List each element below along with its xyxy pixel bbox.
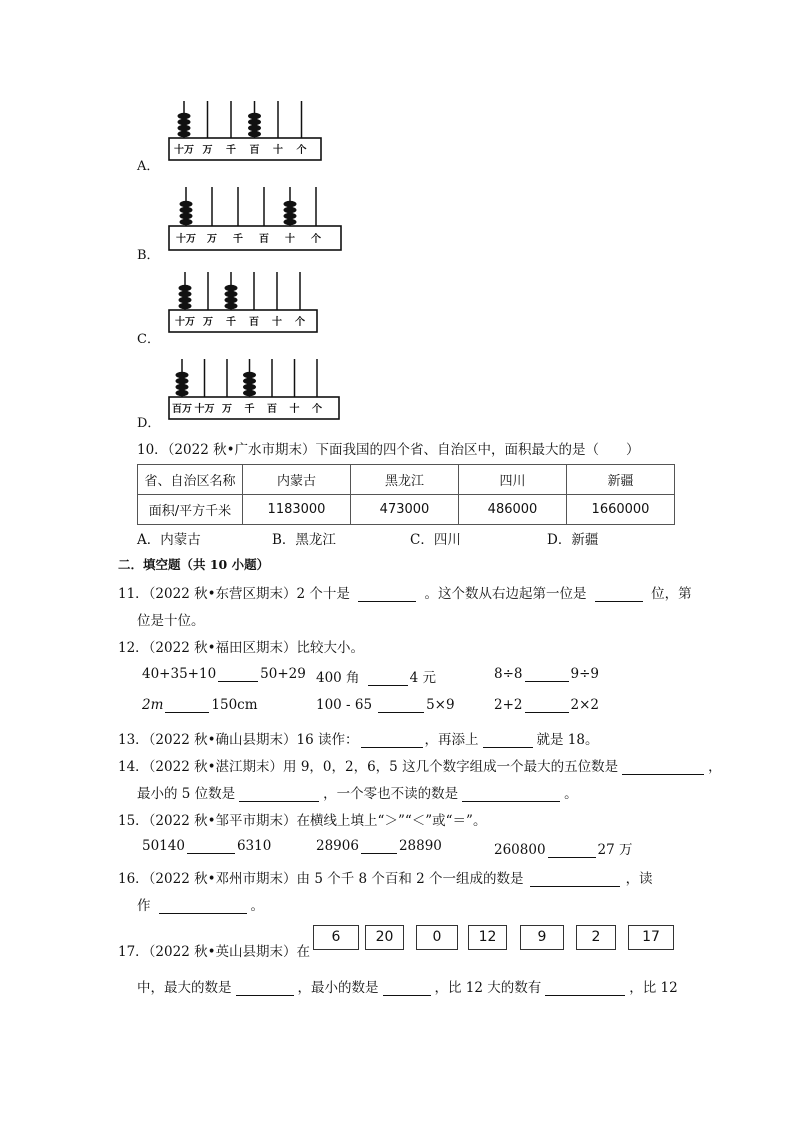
area-table	[137, 464, 675, 525]
abacus-bead	[179, 303, 192, 309]
place-label: 十	[273, 145, 283, 156]
option-d-label[interactable]: D．	[137, 416, 161, 431]
abacus-bead	[243, 372, 256, 378]
table-cell: 四川	[459, 465, 567, 495]
abacus-bead	[284, 207, 297, 213]
place-label: 万	[207, 234, 217, 245]
option-c-label[interactable]: C．	[137, 332, 160, 347]
place-label: 千	[226, 317, 236, 328]
abacus-bead	[225, 303, 238, 309]
q14-text: ，一个零也不读的数是	[323, 786, 459, 802]
table-cell: 473000	[351, 495, 459, 525]
answer-blank[interactable]	[159, 899, 247, 914]
answer-blank[interactable]	[218, 667, 258, 682]
place-label: 万	[222, 404, 232, 415]
abacus-bead	[225, 285, 238, 291]
q15-stem: 15．（2022 秋•邹平市期末）在横线上填上“＞”“＜”或“＝”。	[118, 813, 487, 829]
abacus-bead	[176, 372, 189, 378]
table-cell: 1660000	[567, 495, 675, 525]
q14-text: 。	[564, 786, 578, 802]
answer-blank[interactable]	[378, 698, 424, 713]
option-a-label[interactable]: A．	[137, 159, 160, 174]
q16-stem: 16．（2022 秋•邓州市期末）由 5 个千 8 个百和 2 个一组成的数是	[118, 871, 524, 887]
abacus-bead	[248, 113, 261, 119]
expr: 50+29	[260, 666, 306, 682]
row-header: 省、自治区名称	[138, 465, 243, 495]
q15-item3	[494, 838, 633, 858]
abacus-bead	[243, 378, 256, 384]
place-label: 百	[249, 317, 259, 328]
abacus-bead	[243, 390, 256, 396]
expr: 8÷8	[494, 666, 523, 682]
q14-text: 最小的 5 位数是	[137, 786, 236, 802]
answer-blank[interactable]	[361, 839, 397, 854]
answer-blank[interactable]	[530, 872, 620, 887]
q11-line1	[118, 582, 692, 602]
place-label: 个	[295, 317, 305, 328]
answer-blank[interactable]	[239, 787, 319, 802]
q11-line2: 位是十位。	[137, 613, 205, 629]
q10-stem: 10．（2022 秋•广水市期末）下面我国的四个省、自治区中，面积最大的是（ ）	[137, 442, 640, 458]
q17-text: 中，最大的数是	[137, 980, 232, 996]
place-label: 千	[244, 404, 255, 415]
q17-text: ，比 12 大的数有	[434, 980, 542, 996]
expr: 6310	[236, 838, 272, 854]
section-title: 二．填空题（共 10 小题）	[118, 557, 270, 572]
answer-blank[interactable]	[361, 733, 423, 748]
q15-item1	[142, 838, 271, 854]
abacus-bead	[248, 119, 261, 125]
abacus-bead	[176, 390, 189, 396]
answer-blank[interactable]	[545, 981, 625, 996]
abacus-bead	[225, 297, 238, 303]
table-row	[138, 465, 675, 495]
answer-blank[interactable]	[595, 587, 643, 602]
place-label: 个	[296, 145, 307, 156]
abacus-bead	[179, 291, 192, 297]
q13-stem: 13．（2022 秋•确山县期末）16 读作：	[118, 732, 359, 748]
expr: 100 - 65	[316, 697, 373, 713]
q14-line1	[118, 755, 722, 775]
place-label: 万	[203, 317, 213, 328]
number-card: 17	[628, 925, 674, 950]
number-card: 6	[313, 925, 359, 950]
table-cell: 1183000	[243, 495, 351, 525]
abacus-bead	[179, 285, 192, 291]
abacus-bead	[178, 131, 191, 137]
abacus-bead	[176, 378, 189, 384]
answer-blank[interactable]	[383, 981, 431, 996]
expr: 40+35+10	[142, 666, 217, 682]
row-header: 面积/平方千米	[138, 495, 243, 525]
place-label: 十万	[176, 234, 196, 245]
expr: 150cm	[211, 697, 258, 713]
expr: 2×2	[570, 697, 599, 713]
abacus-bead	[284, 219, 297, 225]
q15-item2	[316, 838, 442, 854]
abacus-bead	[243, 384, 256, 390]
q16-text: 作	[137, 898, 151, 914]
abacus-bead	[178, 119, 191, 125]
abacus-bead	[284, 201, 297, 207]
q17-line2	[137, 976, 678, 996]
table-cell: 内蒙古	[243, 465, 351, 495]
option-b-label[interactable]: B．	[137, 248, 160, 263]
table-cell: 486000	[459, 495, 567, 525]
q13	[118, 728, 599, 748]
expr: 2+2	[494, 697, 523, 713]
q13-tail: 就是 18。	[536, 732, 599, 748]
q14-line2	[137, 782, 578, 802]
q17-text: ，比 12	[629, 980, 678, 996]
place-label: 百万	[172, 404, 192, 415]
answer-blank[interactable]	[548, 843, 596, 858]
option-c[interactable]: C．四川	[410, 532, 461, 548]
place-label: 十万	[174, 145, 194, 156]
place-label: 十万	[194, 404, 215, 415]
answer-blank[interactable]	[462, 787, 560, 802]
q12-row1-item1	[142, 666, 306, 682]
answer-blank[interactable]	[236, 981, 294, 996]
abacus-bead	[180, 207, 193, 213]
answer-blank[interactable]	[165, 698, 209, 713]
expr: 2m	[142, 697, 164, 713]
q12-row1-item2	[316, 666, 436, 686]
place-label: 百	[267, 404, 277, 415]
answer-blank[interactable]	[525, 667, 569, 682]
abacus-bead	[178, 125, 191, 131]
abacus-bead	[248, 131, 261, 137]
q11-tail: 位，第	[651, 586, 692, 602]
q14-tail: ，	[708, 759, 722, 775]
abacus-a	[168, 96, 328, 166]
q12-row2-item3	[494, 697, 599, 713]
expr: 27 万	[597, 842, 633, 858]
place-label: 个	[312, 404, 322, 415]
abacus-bead	[248, 125, 261, 131]
expr: 9÷9	[570, 666, 599, 682]
place-label: 个	[311, 234, 321, 245]
answer-blank[interactable]	[187, 839, 235, 854]
expr: 50140	[142, 838, 185, 854]
expr: 28906	[316, 838, 359, 854]
number-card: 9	[520, 925, 564, 950]
place-label: 十	[285, 234, 295, 245]
answer-blank[interactable]	[622, 760, 704, 775]
abacus-c	[168, 268, 323, 338]
table-cell: 黑龙江	[351, 465, 459, 495]
q16-line2	[137, 894, 264, 914]
abacus-bead	[180, 219, 193, 225]
q12-row2-item1	[142, 697, 258, 713]
q12-row1-item3	[494, 666, 599, 682]
q16-text: 。	[250, 898, 264, 914]
place-label: 十	[272, 317, 282, 328]
q16-line1	[118, 867, 653, 887]
expr: 28890	[398, 838, 442, 854]
abacus-bead	[178, 113, 191, 119]
place-label: 千	[226, 145, 236, 156]
abacus-bead	[225, 291, 238, 297]
place-label: 万	[202, 145, 213, 156]
number-card: 2	[576, 925, 616, 950]
expr: 4 元	[409, 670, 436, 686]
q11-mid: 。这个数从右边起第一位是	[424, 586, 587, 602]
abacus-bead	[176, 384, 189, 390]
place-label: 十万	[175, 317, 195, 328]
abacus-bead	[180, 213, 193, 219]
q17-text: ，最小的数是	[297, 980, 379, 996]
expr: 260800	[494, 842, 546, 858]
option-b[interactable]: B．黑龙江	[272, 532, 336, 548]
table-cell: 新疆	[567, 465, 675, 495]
table-row	[138, 495, 675, 525]
expr: 400 角	[316, 670, 360, 686]
place-label: 十	[289, 404, 300, 415]
option-d[interactable]: D．新疆	[547, 532, 599, 548]
q16-tail: ，读	[625, 871, 653, 887]
place-label: 千	[233, 234, 243, 245]
option-a[interactable]: A．内蒙古	[137, 532, 201, 548]
abacus-bead	[284, 213, 297, 219]
abacus-b	[168, 182, 348, 254]
q11-stem: 11．（2022 秋•东营区期末）2 个十是	[118, 586, 350, 602]
abacus-d	[168, 355, 346, 425]
answer-blank[interactable]	[358, 587, 416, 602]
expr: 5×9	[426, 697, 455, 713]
abacus-bead	[180, 201, 193, 207]
answer-blank[interactable]	[368, 671, 408, 686]
place-label: 百	[259, 234, 269, 245]
answer-blank[interactable]	[525, 698, 569, 713]
number-card: 12	[468, 925, 507, 950]
number-card: 0	[416, 925, 458, 950]
abacus-bead	[179, 297, 192, 303]
answer-blank[interactable]	[483, 733, 533, 748]
number-card: 20	[365, 925, 404, 950]
q13-mid: ，再添上	[424, 732, 479, 748]
q12-stem: 12．（2022 秋•福田区期末）比较大小。	[118, 640, 365, 656]
q12-row2-item2	[316, 697, 455, 713]
q14-stem: 14．（2022 秋•湛江期末）用 9，0，2，6，5 这几个数字组成一个最大的五位数是	[118, 759, 619, 775]
place-label: 百	[249, 145, 260, 156]
q17-stem: 17．（2022 秋•英山县期末）在	[118, 944, 311, 960]
